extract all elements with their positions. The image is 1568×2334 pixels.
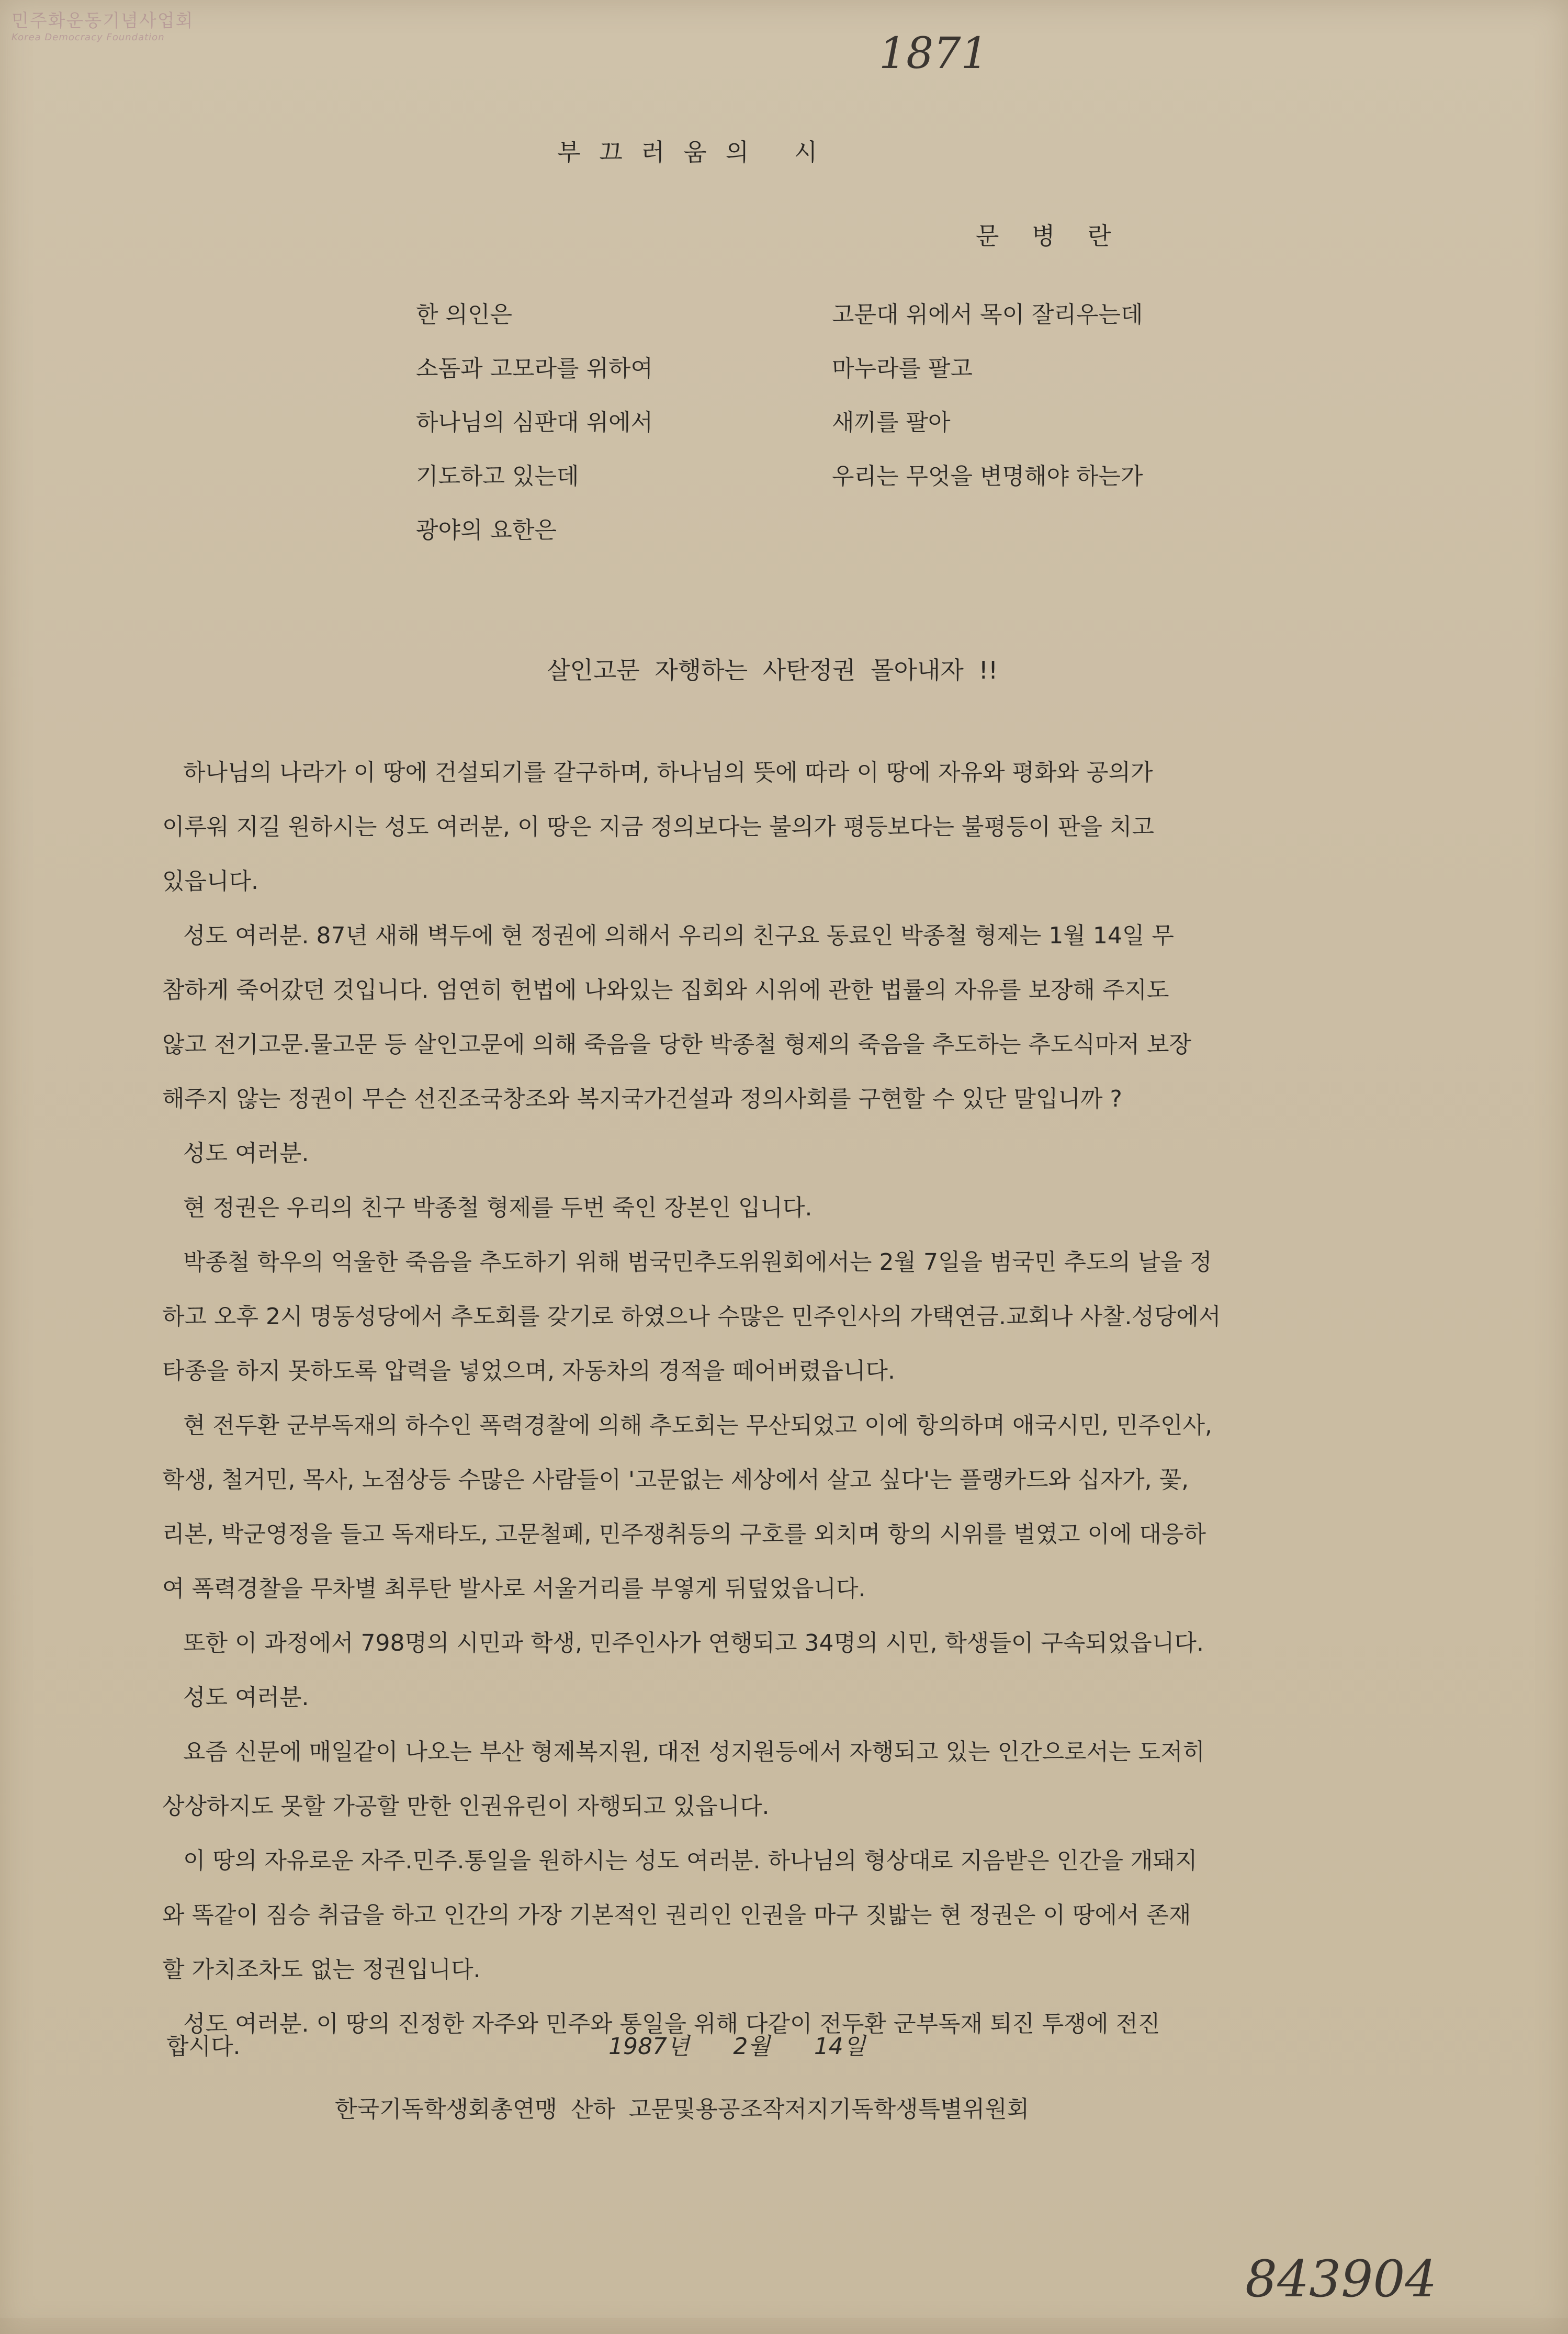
issuing-organization: 한국기독학생회총연맹 산하 고문및용공조작저지기독학생특별위원회 xyxy=(335,2096,1030,2123)
body-line: 성도 여러분. 이 땅의 진정한 자주와 민주와 통일을 위해 다같이 전두환 군부독재 퇴진 투쟁에 전진 xyxy=(183,2011,1160,2037)
body-line: 현 전두환 군부독재의 하수인 폭력경찰에 의해 추도회는 무산되었고 이에 항의하며 애국시민, 민주인사, xyxy=(183,1412,1212,1439)
body-line: 여 폭력경찰을 무차별 최루탄 발사로 서울거리를 부옇게 뒤덮었읍니다. xyxy=(162,1575,866,1602)
handwritten-number-bottom: 843904 xyxy=(1245,2250,1437,2308)
document-date: 1987년 2월 14일 xyxy=(608,2033,866,2060)
poem-line: 기도하고 있는데 xyxy=(416,463,579,490)
body-line: 이루워 지길 원하시는 성도 여러분, 이 땅은 지금 정의보다는 불의가 평등보다는 불평등이 판을 치고 xyxy=(162,814,1154,840)
poem-line: 광야의 요한은 xyxy=(416,517,557,544)
watermark-text-korean: 민주화운동기념사업회 xyxy=(12,10,194,31)
body-line: 참하게 죽어갔던 것입니다. 엄연히 헌법에 나와있는 집회와 시위에 관한 법률의 자유를 보장해 주지도 xyxy=(162,977,1169,1003)
body-line: 타종을 하지 못하도록 압력을 넣었으며, 자동차의 경적을 떼어버렸읍니다. xyxy=(162,1358,895,1384)
body-line: 요즘 신문에 매일같이 나오는 부산 형제복지원, 대전 성지원등에서 자행되고 있는 인간으로서는 도저히 xyxy=(183,1739,1205,1765)
body-line: 성도 여러분. xyxy=(183,1140,309,1167)
poem-line: 소돔과 고모라를 위하여 xyxy=(416,355,653,382)
poem-line: 한 의인은 xyxy=(416,301,513,328)
poem-author: 문 병 란 xyxy=(976,222,1124,250)
closing-line xyxy=(166,2027,866,2061)
document-body xyxy=(162,753,1470,2059)
body-line: 하고 오후 2시 명동성당에서 추도회를 갖기로 하였으나 수많은 민주인사의 가택연금.교회나 사찰.성당에서 xyxy=(162,1303,1221,1330)
body-line: 리본, 박군영정을 들고 독재타도, 고문철폐, 민주쟁취등의 구호를 외치며 항의 시위를 벌였고 이에 대응하 xyxy=(162,1521,1206,1548)
document-title: 부끄러움의 시 xyxy=(557,138,837,166)
poem-line: 우리는 무엇을 변명해야 하는가 xyxy=(832,463,1143,490)
body-line: 않고 전기고문.물고문 등 살인고문에 의해 죽음을 당한 박종철 형제의 죽음을 추도하는 추도식마저 보장 xyxy=(162,1031,1191,1058)
poem-line: 마누라를 팔고 xyxy=(832,355,973,382)
body-line: 하나님의 나라가 이 땅에 건설되기를 갈구하며, 하나님의 뜻에 따라 이 땅에 자유와 평화와 공의가 xyxy=(183,759,1153,786)
page-bottom-edge xyxy=(0,2318,1568,2334)
body-line: 이 땅의 자유로운 자주.민주.통일을 원하시는 성도 여러분. 하나님의 형상대로 지음받은 인간을 개돼지 xyxy=(183,1847,1198,1874)
poem-right-column xyxy=(832,296,1143,511)
body-line: 현 정권은 우리의 친구 박종철 형제를 두번 죽인 장본인 입니다. xyxy=(183,1194,813,1221)
poem-line: 고문대 위에서 목이 잘리우는데 xyxy=(832,301,1143,328)
body-line: 해주지 않는 정권이 무슨 선진조국창조와 복지국가건설과 정의사회를 구현할 수 있단 말입니까 ? xyxy=(162,1086,1122,1112)
body-line: 또한 이 과정에서 798명의 시민과 학생, 민주인사가 연행되고 34명의 시민, 학생들이 구속되었읍니다. xyxy=(183,1630,1204,1656)
watermark-text-english: Korea Democracy Foundation xyxy=(12,31,165,43)
body-line: 할 가치조차도 없는 정권입니다. xyxy=(162,1956,481,1983)
slogan-heading: 살인고문 자행하는 사탄정권 몰아내자 !! xyxy=(547,656,998,684)
body-line: 있읍니다. xyxy=(162,868,259,895)
closing-text: 합시다. xyxy=(166,2033,241,2060)
handwritten-number-top: 1871 xyxy=(879,29,988,78)
poem-line: 하나님의 심판대 위에서 xyxy=(416,409,653,436)
poem-left-column xyxy=(416,296,653,565)
body-line: 박종철 학우의 억울한 죽음을 추도하기 위해 범국민추도위원회에서는 2월 7일을 범국민 추도의 날을 정 xyxy=(183,1249,1212,1276)
poem-line: 새끼를 팔아 xyxy=(832,409,951,436)
body-line: 상상하지도 못할 가공할 만한 인권유린이 자행되고 있읍니다. xyxy=(162,1793,770,1820)
body-line: 성도 여러분. xyxy=(183,1684,309,1711)
body-line: 학생, 철거민, 목사, 노점상등 수많은 사람들이 '고문없는 세상에서 살고 싶다'는 플랭카드와 십자가, 꽃, xyxy=(162,1467,1189,1493)
body-line: 성도 여러분. 87년 새해 벽두에 현 정권에 의해서 우리의 친구요 동료인 박종철 형제는 1월 14일 무 xyxy=(183,922,1174,949)
body-line: 와 똑같이 짐승 취급을 하고 인간의 가장 기본적인 권리인 인권을 마구 짓밟는 현 정권은 이 땅에서 존재 xyxy=(162,1902,1191,1929)
watermark-logo xyxy=(12,10,194,43)
